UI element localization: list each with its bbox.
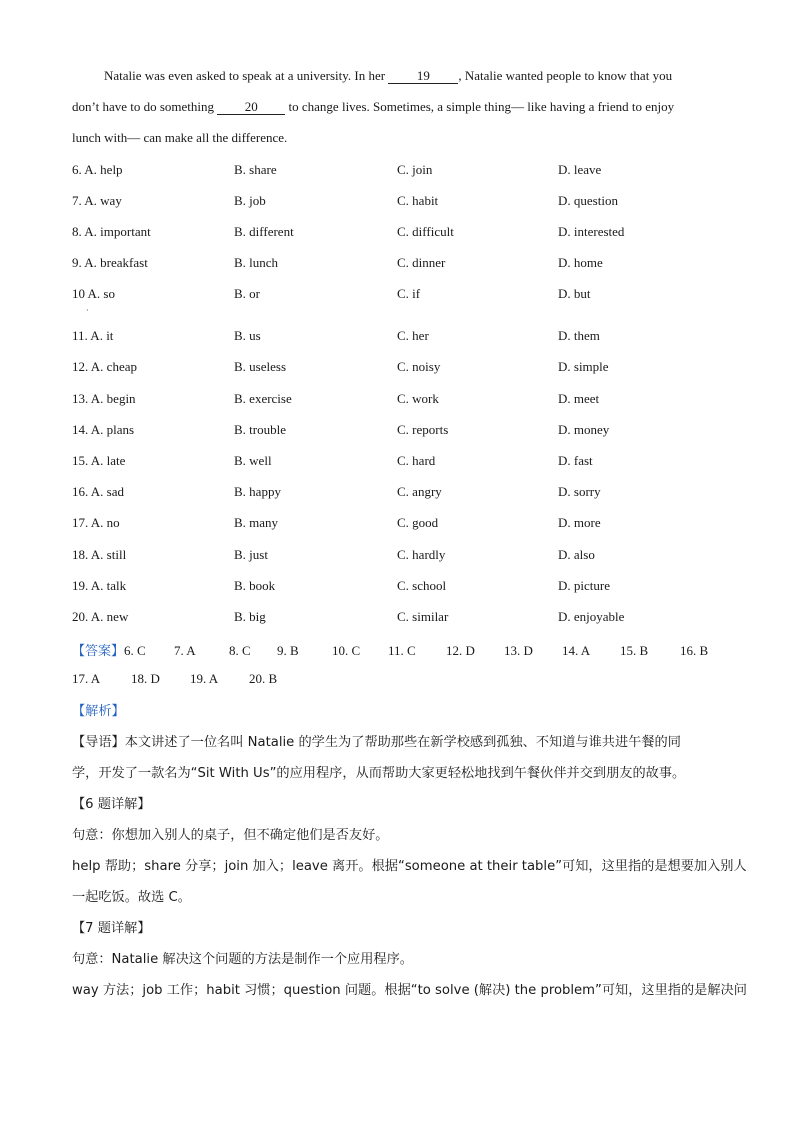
question-row — [72, 515, 732, 535]
option-c: C. reports — [397, 422, 449, 437]
option-b: B. well — [234, 453, 272, 468]
answer-label: 【答案】 — [72, 644, 125, 659]
option-d: D. leave — [558, 162, 602, 177]
answer-item: 19. A — [190, 671, 219, 686]
option-d: D. but — [558, 286, 591, 301]
answer-item: 7. A — [174, 643, 196, 658]
option-b: B. different — [234, 224, 294, 239]
blank-19: 19 — [388, 68, 458, 84]
option-a: 18. A. still — [72, 547, 127, 562]
option-c: C. difficult — [397, 224, 454, 239]
answer-item: 14. A — [562, 643, 591, 658]
q7-title: 【7 题详解】 — [72, 921, 151, 936]
option-c: C. work — [397, 391, 439, 406]
option-c: C. hardly — [397, 547, 446, 562]
option-a: 9. A. breakfast — [72, 255, 148, 270]
option-a: 19. A. talk — [72, 578, 127, 593]
option-b: B. exercise — [234, 391, 292, 406]
question-row — [72, 162, 732, 182]
question-row — [72, 224, 732, 244]
option-b: B. lunch — [234, 255, 279, 270]
q6-meaning: 句意：你想加入别人的桌子，但不确定他们是否友好。 — [72, 828, 389, 843]
option-b: B. happy — [234, 484, 281, 499]
question-row — [72, 578, 732, 598]
option-d: D. money — [558, 422, 610, 437]
option-c: C. her — [397, 328, 429, 343]
passage-line-2: don’t have to do something 20 to change lives. Sometimes, a simple thing— like having a friend to enjoy — [72, 99, 675, 114]
q6-title: 【6 题详解】 — [72, 797, 151, 812]
answer-items-2 — [72, 671, 289, 686]
question-row — [72, 484, 732, 504]
answer-item: 10. C — [332, 643, 361, 658]
stray-dot: · — [86, 306, 89, 315]
option-c: C. dinner — [397, 255, 446, 270]
option-d: D. sorry — [558, 484, 601, 499]
option-d: D. them — [558, 328, 600, 343]
option-b: B. or — [234, 286, 260, 301]
option-c: C. good — [397, 515, 439, 530]
option-c: C. similar — [397, 609, 449, 624]
question-row — [72, 328, 732, 348]
option-b: B. trouble — [234, 422, 286, 437]
option-b: B. book — [234, 578, 276, 593]
option-d: D. interested — [558, 224, 625, 239]
option-a: 12. A. cheap — [72, 359, 137, 374]
option-a: 14. A. plans — [72, 422, 135, 437]
answer-item: 15. B — [620, 643, 649, 658]
option-d: D. meet — [558, 391, 600, 406]
option-d: D. home — [558, 255, 603, 270]
option-d: D. picture — [558, 578, 610, 593]
q7-explain-line-1: way 方法；job 工作；habit 习惯；question 问题。根据“to solve (解决) the problem”可知，这里指的是解决问 — [72, 983, 747, 998]
option-c: C. if — [397, 286, 421, 301]
answer-item: 13. D — [504, 643, 533, 658]
option-d: D. simple — [558, 359, 609, 374]
option-b: B. big — [234, 609, 266, 624]
question-row — [72, 193, 732, 213]
option-c: C. angry — [397, 484, 442, 499]
option-a: 10 A. so — [72, 286, 115, 301]
question-row — [72, 609, 732, 629]
question-row — [72, 255, 732, 275]
option-a: 6. A. help — [72, 162, 123, 177]
option-c: C. school — [397, 578, 447, 593]
answer-row-1 — [72, 640, 732, 660]
option-a: 13. A. begin — [72, 391, 136, 406]
option-a: 17. A. no — [72, 515, 120, 530]
question-row — [72, 453, 732, 473]
option-b: B. share — [234, 162, 277, 177]
answer-item: 9. B — [277, 643, 299, 658]
passage-paragraph — [72, 60, 722, 153]
question-row — [72, 359, 732, 379]
answer-item: 16. B — [680, 643, 709, 658]
blank-20: 20 — [217, 99, 285, 115]
answer-item: 12. D — [446, 643, 475, 658]
passage-line-3: lunch with— can make all the difference. — [72, 130, 288, 145]
option-a: 15. A. late — [72, 453, 126, 468]
option-a: 20. A. new — [72, 609, 129, 624]
option-d: D. question — [558, 193, 618, 208]
option-b: B. job — [234, 193, 266, 208]
intro-line-1: 【导语】本文讲述了一位名叫 Natalie 的学生为了帮助那些在新学校感到孤独、不知道与谁共进午餐的同 — [72, 735, 681, 750]
question-row — [72, 286, 732, 306]
answer-item: 18. D — [131, 671, 160, 686]
question-row — [72, 391, 732, 411]
option-a: 7. A. way — [72, 193, 122, 208]
answer-item: 11. C — [388, 643, 416, 658]
option-b: B. just — [234, 547, 268, 562]
answer-items-1 — [124, 643, 730, 658]
option-a: 16. A. sad — [72, 484, 124, 499]
option-d: D. also — [558, 547, 595, 562]
option-a: 11. A. it — [72, 328, 114, 343]
question-row — [72, 422, 732, 442]
option-c: C. habit — [397, 193, 439, 208]
answer-item: 6. C — [124, 643, 146, 658]
answer-item: 17. A — [72, 671, 101, 686]
question-row — [72, 547, 732, 567]
q7-meaning: 句意：Natalie 解决这个问题的方法是制作一个应用程序。 — [72, 952, 413, 967]
option-b: B. many — [234, 515, 279, 530]
answer-row-2 — [72, 671, 732, 691]
option-a: 8. A. important — [72, 224, 151, 239]
option-d: D. fast — [558, 453, 593, 468]
option-c: C. hard — [397, 453, 436, 468]
option-c: C. noisy — [397, 359, 441, 374]
q6-explain-line-1: help 帮助；share 分享；join 加入；leave 离开。根据“someone at their table”可知，这里指的是想要加入别人 — [72, 859, 747, 874]
option-d: D. enjoyable — [558, 609, 625, 624]
option-b: B. useless — [234, 359, 286, 374]
intro-line-2: 学，开发了一款名为“Sit With Us”的应用程序，从而帮助大家更轻松地找到午餐伙伴并交到朋友的故事。 — [72, 766, 686, 781]
answer-item: 8. C — [229, 643, 251, 658]
passage-line-1: Natalie was even asked to speak at a university. In her 19 , Natalie wanted people to know that you — [104, 68, 673, 83]
analysis-label: 【解析】 — [72, 704, 125, 719]
option-d: D. more — [558, 515, 601, 530]
option-c: C. join — [397, 162, 433, 177]
answer-item: 20. B — [249, 671, 278, 686]
option-b: B. us — [234, 328, 261, 343]
q6-explain-line-2: 一起吃饭。故选 C。 — [72, 890, 191, 905]
